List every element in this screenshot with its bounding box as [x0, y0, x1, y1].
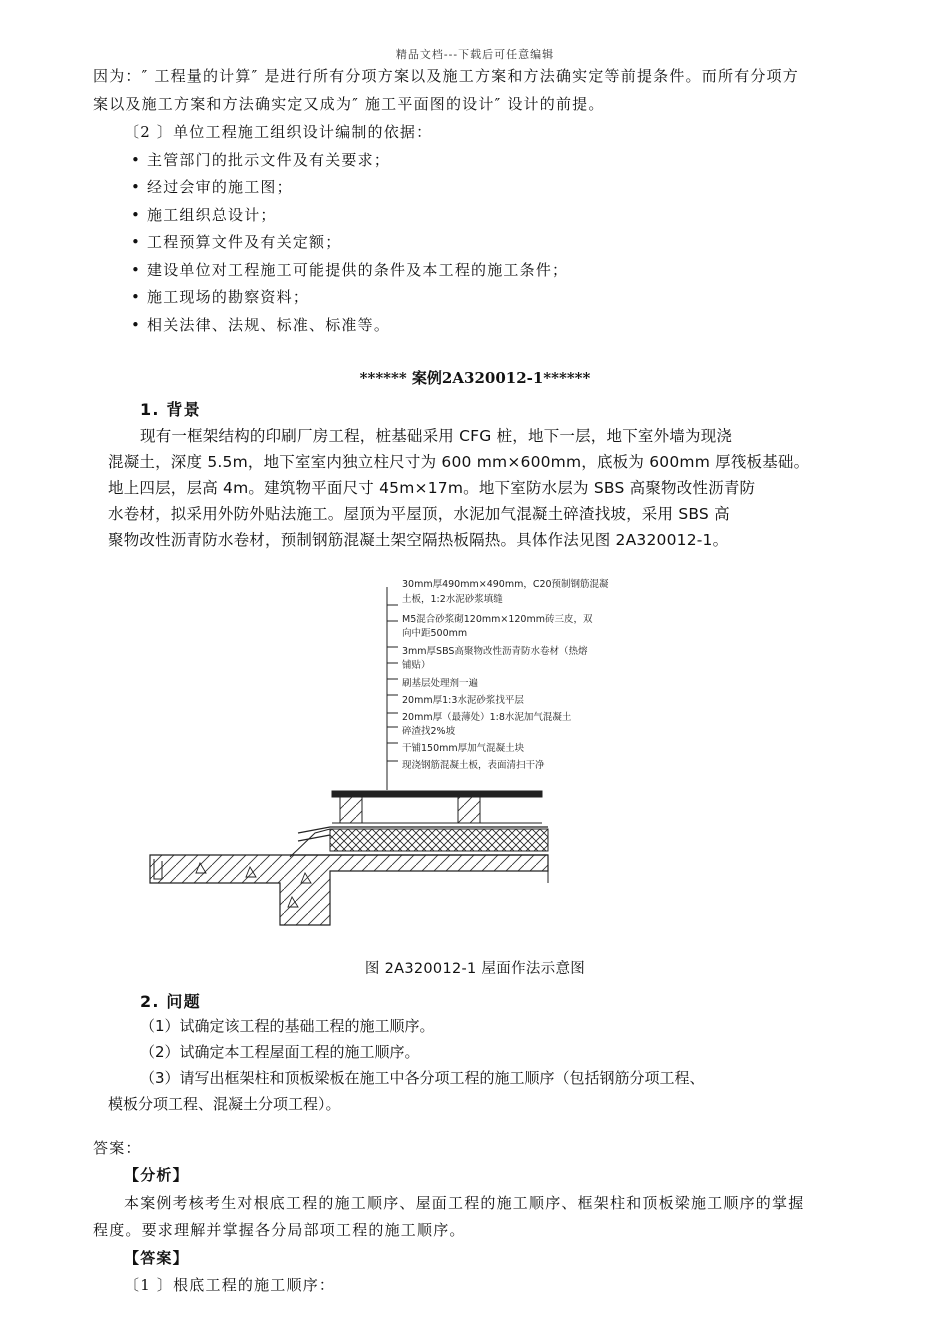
answer-label: 答案：	[93, 1139, 142, 1157]
analysis-line-1: 本案例考核考生对根底工程的施工顺序、屋面工程的施工顺序、框架柱和顶板梁施工顺序的掌握	[124, 1194, 805, 1212]
layer-label: 干铺150mm厚加气混凝土块	[402, 743, 525, 754]
roof-section-diagram	[140, 565, 609, 945]
question-item: （3）请写出框架柱和顶板梁板在施工中各分项工程的施工顺序（包括钢筋分项工程、	[140, 1069, 705, 1087]
layer-label: 20mm厚1:3水泥砂浆找平层	[402, 695, 524, 706]
basis-item: • 工程预算文件及有关定额；	[131, 233, 342, 251]
layer-label: 现浇钢筋混凝土板，表面清扫干净	[402, 760, 545, 771]
leader-ticks	[387, 605, 398, 761]
insulation-layer	[330, 829, 548, 851]
concrete-slab	[150, 855, 548, 925]
answer-item-1: 〔1 〕根底工程的施工顺序：	[124, 1276, 336, 1294]
background-line: 聚物改性沥青防水卷材，预制钢筋混凝土架空隔热板隔热。具体作法见图 2A320012-1。	[108, 531, 729, 549]
case-title: ****** 案例2A320012-1******	[359, 369, 591, 387]
basis-item: • 施工组织总设计；	[131, 206, 277, 224]
question-item: （1）试确定该工程的基础工程的施工顺序。	[140, 1017, 435, 1035]
question-item-continuation: 模板分项工程、混凝土分项工程）。	[108, 1095, 341, 1113]
intro-line-1: 因为：″ 工程量的计算″ 是进行所有分项方案以及施工方案和方法确实定等前提条件。而所有分项方	[93, 67, 799, 85]
basis-item: • 施工现场的勘察资料；	[131, 288, 310, 306]
page-header: 精品文档---下载后可任意编辑	[395, 48, 555, 61]
questions-heading: 2. 问题	[140, 992, 201, 1011]
basis-item: • 主管部门的批示文件及有关要求；	[131, 151, 391, 169]
basis-item: • 相关法律、法规、标准、标准等。	[131, 316, 391, 334]
precast-slabs	[332, 791, 542, 823]
background-line: 混凝土，深度 5.5m，地下室室内独立柱尺寸为 600 mm×600mm，底板为 600mm 厚筏板基础。	[108, 453, 810, 471]
layer-label: 3mm厚SBS高聚物改性沥青防水卷材（热熔	[402, 646, 588, 657]
analysis-line-2: 程度。要求理解并掌握各分局部项工程的施工顺序。	[93, 1221, 466, 1239]
layer-label: 20mm厚（最薄处）1:8水泥加气混凝土	[402, 712, 572, 723]
answer-heading: 【答案】	[124, 1249, 189, 1267]
background-line: 现有一框架结构的印刷厂房工程，桩基础采用 CFG 桩，地下一层，地下室外墙为现浇	[140, 427, 733, 445]
layer-label: 碎渣找2%坡	[402, 726, 456, 737]
layer-label: 刷基层处理剂一遍	[402, 678, 479, 689]
analysis-heading: 【分析】	[124, 1166, 189, 1184]
basis-item: • 建设单位对工程施工可能提供的条件及本工程的施工条件；	[131, 261, 569, 279]
layer-label: M5混合砂浆砌120mm×120mm砖三皮，双	[402, 614, 593, 625]
intro-line-2: 案以及施工方案和方法确实定又成为″ 施工平面图的设计″ 设计的前提。	[93, 95, 605, 113]
basis-item: • 经过会审的施工图；	[131, 178, 293, 196]
background-line: 地上四层，层高 4m。建筑物平面尺寸 45m×17m。地下室防水层为 SBS 高聚物改性沥青防	[108, 479, 756, 497]
basis-heading: 〔2 〕单位工程施工组织设计编制的依据：	[124, 123, 433, 141]
layer-label: 土板，1:2水泥砂浆填缝	[402, 594, 503, 605]
layer-label: 铺贴）	[402, 660, 431, 671]
figure-caption: 图 2A320012-1 屋面作法示意图	[364, 961, 586, 977]
question-item: （2）试确定本工程屋面工程的施工顺序。	[140, 1043, 420, 1061]
background-heading: 1. 背景	[140, 400, 201, 419]
layer-label: 向中距500mm	[402, 628, 468, 639]
layer-label: 30mm厚490mm×490mm，C20预制钢筋混凝	[402, 579, 609, 590]
background-line: 水卷材，拟采用外防外贴法施工。屋顶为平屋顶，水泥加气混凝土碎渣找坡，采用 SBS 高	[108, 505, 730, 523]
